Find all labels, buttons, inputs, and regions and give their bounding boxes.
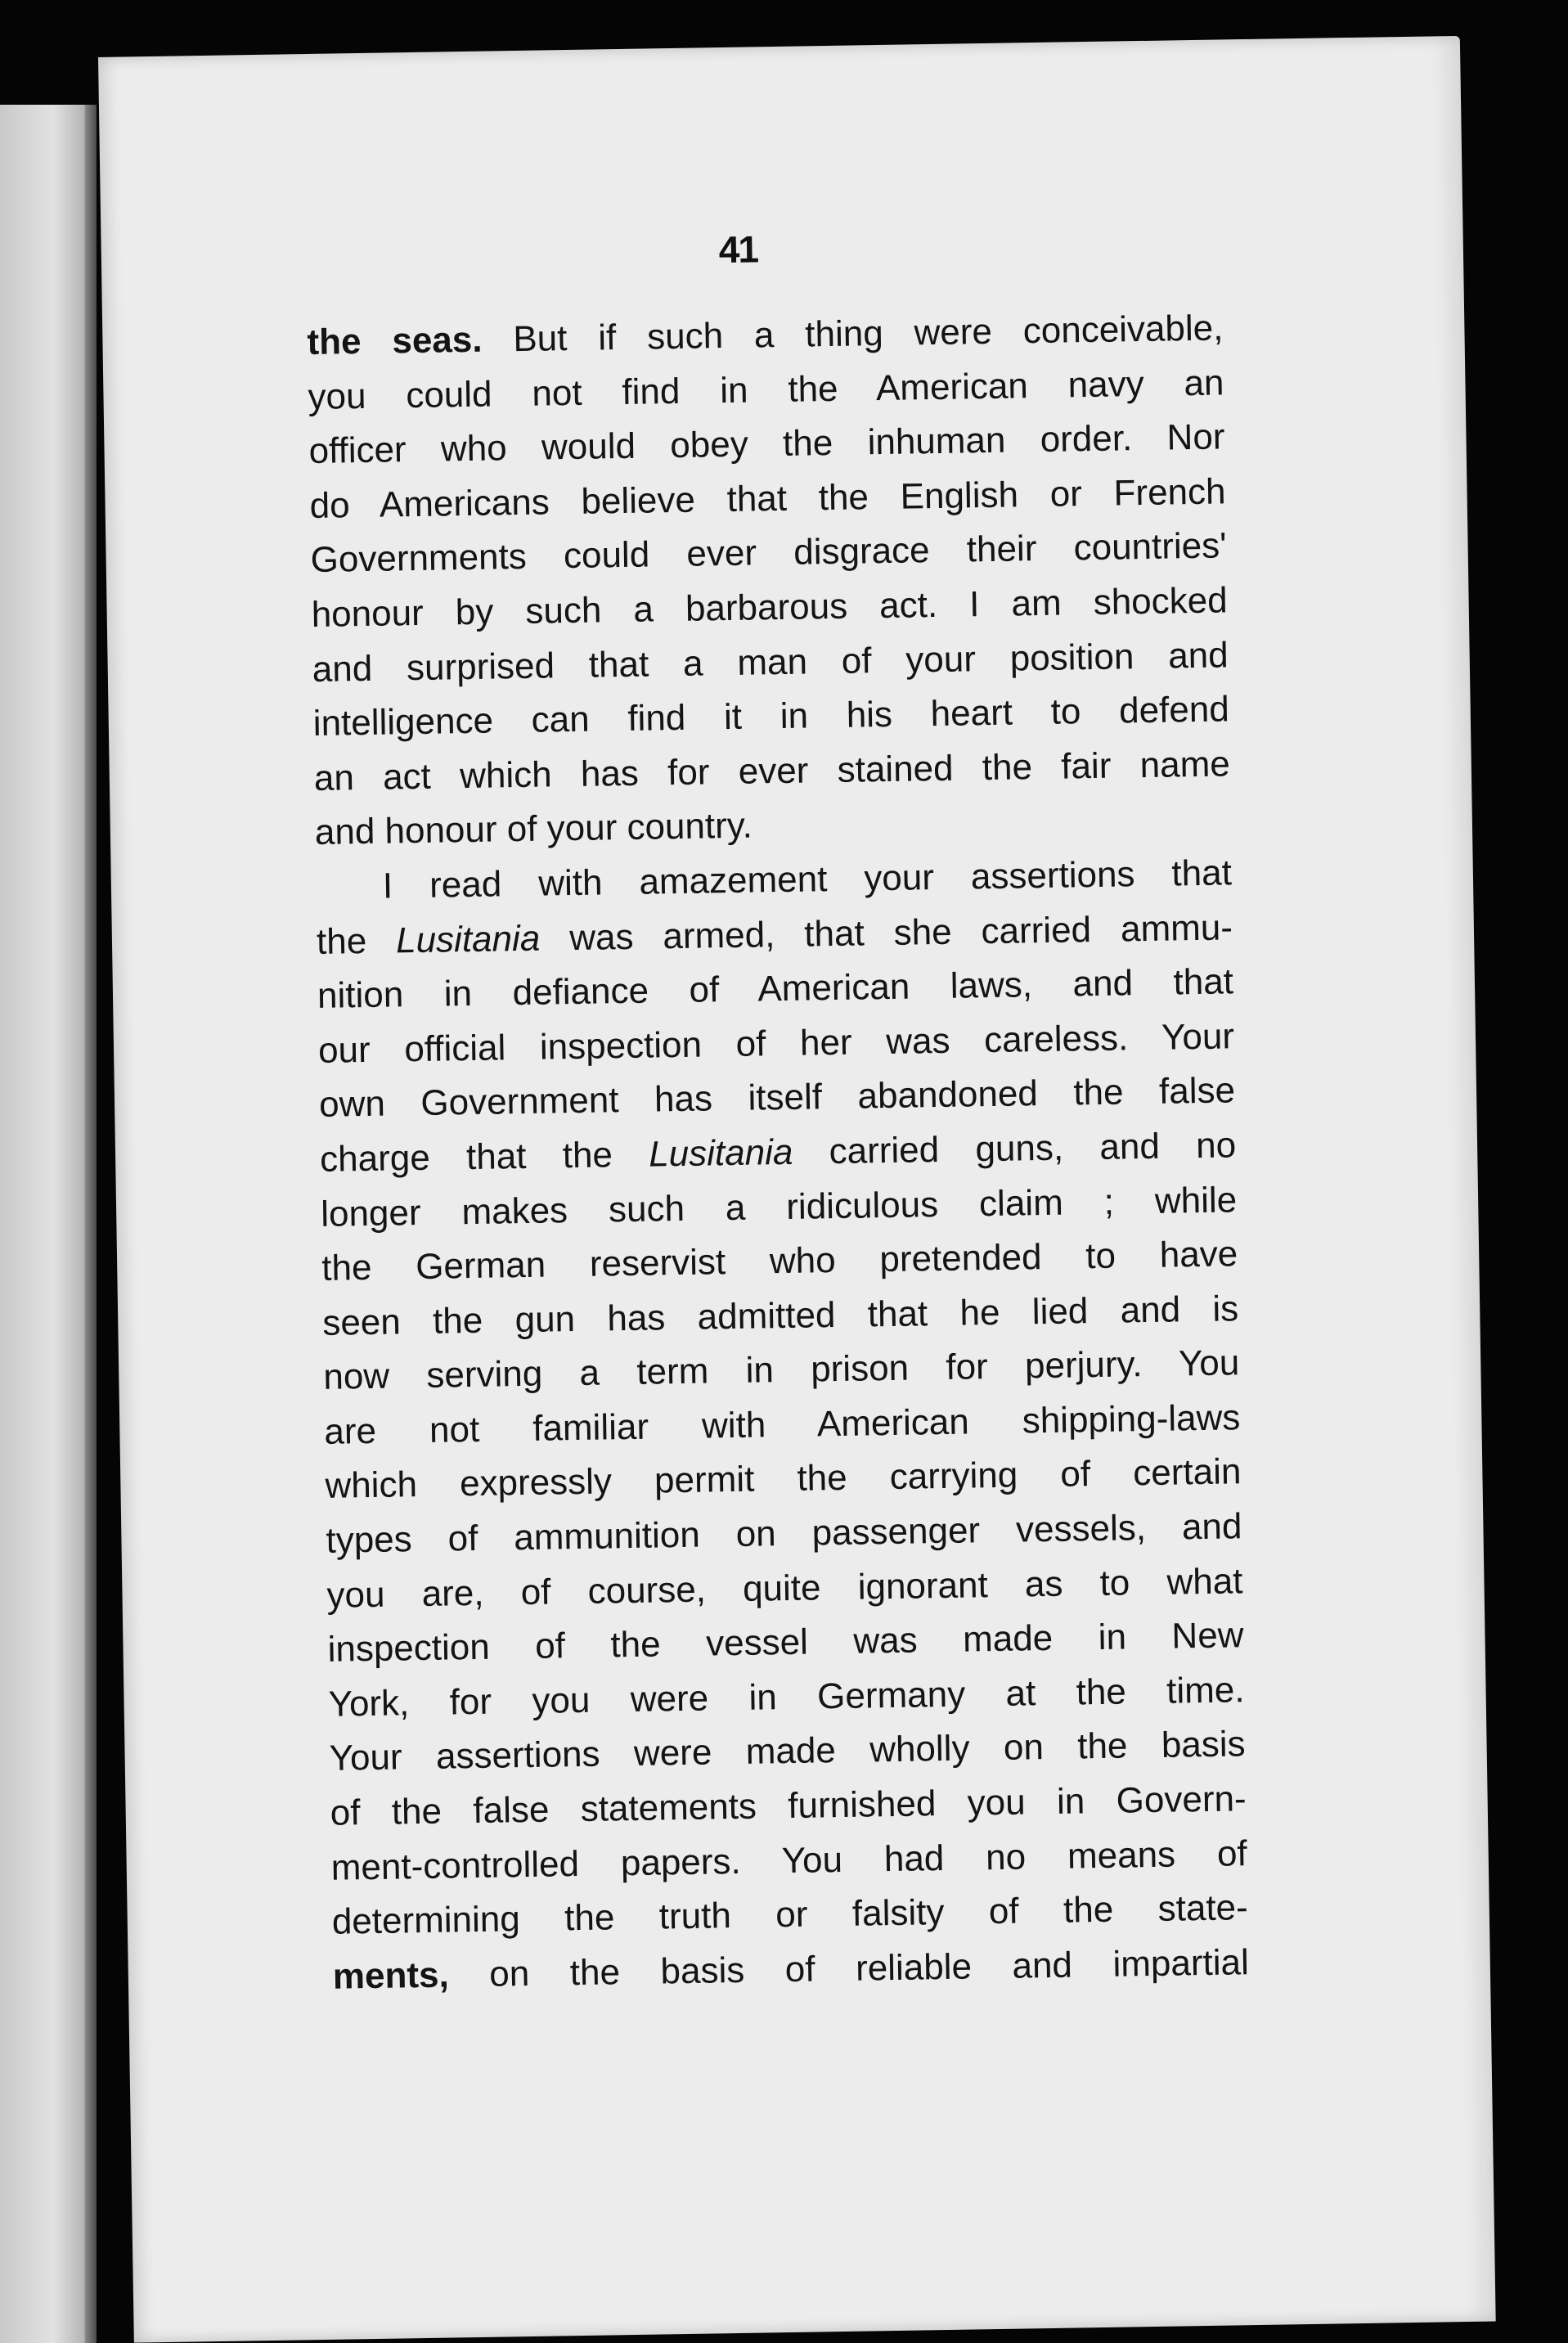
text-line: you are, of course, quite ignorant as to what [326, 1560, 1243, 1616]
text-line: I read with amazement your assertions that [382, 852, 1233, 906]
text-line: our official inspection of her was careless. Your [317, 1016, 1235, 1071]
text-line: charge that the Lusitania carried guns, and no [319, 1125, 1237, 1180]
text-line: nition in defiance of American laws, and that [317, 961, 1234, 1017]
text-line: seen the gun has admitted that he lied and is [321, 1288, 1239, 1343]
ship-name: Lusitania [395, 918, 541, 960]
text-line: officer who would obey the inhuman order. Nor [308, 416, 1225, 472]
text-line: the Lusitania was armed, that she carried ammu- [316, 906, 1233, 962]
body-text [307, 301, 1249, 2004]
text-line: intelligence can find it in his heart to defend [312, 689, 1230, 744]
text-line: Your assertions were made wholly on the basis [329, 1724, 1246, 1779]
text-line: types of ammunition on passenger vessels, and [326, 1506, 1242, 1561]
text-line: an act which has for ever stained the fair name [313, 744, 1231, 798]
text-line: own Government has itself abandoned the false [318, 1070, 1236, 1126]
text-line: which expressly permit the carrying of certain [325, 1451, 1242, 1507]
text-line: longer makes such a ridiculous claim ; while [320, 1179, 1238, 1234]
book-page [98, 36, 1496, 2343]
text-line: York, for you were in Germany at the time. [328, 1670, 1245, 1725]
text-line: ments, on the basis of reliable and impartial [332, 1942, 1250, 1997]
text-line: are not familiar with American shipping-laws [324, 1397, 1241, 1452]
previous-page-edge [0, 105, 97, 2343]
page-number: 41 [718, 227, 758, 272]
text-line: determining the truth or falsity of the state- [331, 1887, 1249, 1943]
text-line: and surprised that a man of your position and [312, 634, 1229, 690]
text-line: of the false statements furnished you in Govern- [330, 1779, 1247, 1833]
text-line: now serving a term in prison for perjury. You [322, 1342, 1240, 1398]
text-line: ment-controlled papers. You had no means of [330, 1833, 1248, 1888]
text-line: the German reservist who pretended to have [321, 1234, 1238, 1288]
text-line: and honour of your country. [314, 805, 753, 853]
text-line: you could not find in the American navy an [308, 362, 1224, 417]
text-line: do Americans believe that the English or French [309, 471, 1226, 526]
text-line: honour by such a barbarous act. I am shocked [311, 580, 1228, 635]
text-line: the seas. But if such a thing were conceivable, [307, 308, 1224, 363]
text-line: Governments could ever disgrace their countries' [310, 525, 1227, 581]
ship-name: Lusitania [648, 1131, 793, 1175]
book-binding [85, 105, 97, 2343]
text-line: inspection of the vessel was made in New [327, 1615, 1244, 1671]
